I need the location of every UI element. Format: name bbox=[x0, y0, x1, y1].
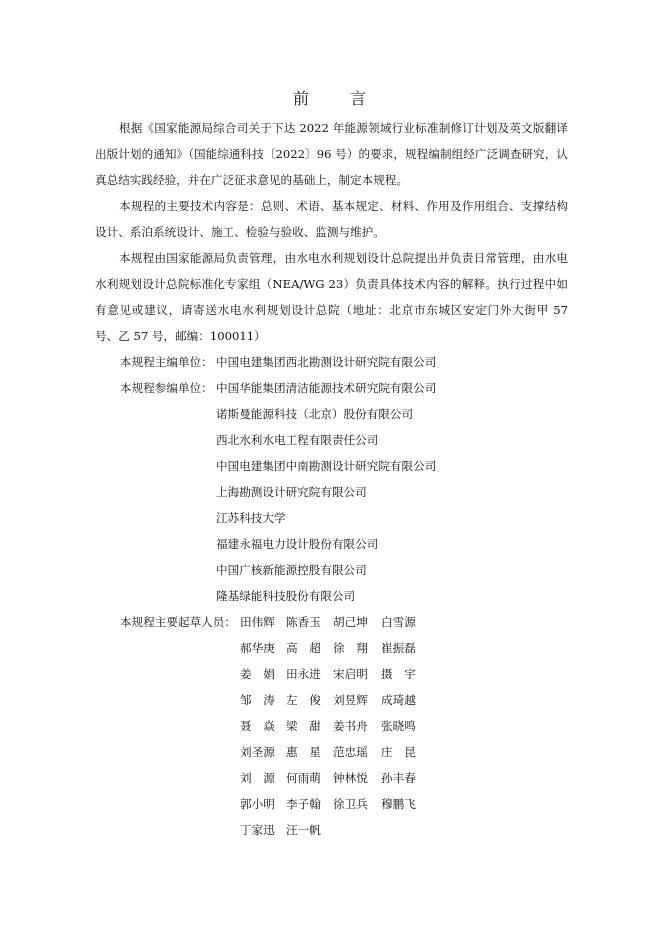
drafter-name: 孙丰春 bbox=[381, 771, 416, 785]
drafter-name: 崔振磊 bbox=[381, 641, 416, 655]
drafter-name: 白雪源 bbox=[381, 615, 416, 629]
drafter-name: 郭小明 bbox=[240, 797, 275, 811]
drafter-name: 钟林悦 bbox=[333, 771, 368, 785]
drafter-name: 梁 甜 bbox=[286, 719, 321, 733]
drafter-name: 姜 娟 bbox=[240, 667, 275, 681]
drafter-name: 汪一帆 bbox=[286, 823, 321, 837]
chief-unit-label: 本规程主编单位： bbox=[120, 355, 213, 369]
drafter-name: 陈香玉 bbox=[286, 615, 321, 629]
title-part-2: 言 bbox=[350, 89, 370, 108]
paragraph-management: 本规程由国家能源局负责管理，由水电水利规划设计总院提出并负责日常管理，由水电水利规划设计总院标准化专家组（NEA/WG 23）负责具体技术内容的解释。执行过程中如有意见或建议，请寄送水电水利规划设计总院（地址：北京市东城区安定门外大街甲 57 号、乙 57 号，邮编：100011） bbox=[95, 251, 568, 343]
drafter-name: 田永进 bbox=[286, 667, 321, 681]
paragraph-contents: 本规程的主要技术内容是：总则、术语、基本规定、材料、作用及作用组合、支撑结构设计、系泊系统设计、施工、检验与验收、监测与维护。 bbox=[95, 199, 568, 239]
drafter-name: 何雨萌 bbox=[286, 771, 321, 785]
drafter-name: 范忠瑶 bbox=[333, 745, 368, 759]
drafter-name: 聂 焱 bbox=[240, 719, 275, 733]
drafter-name: 成琦越 bbox=[381, 693, 416, 707]
drafter-name: 刘圣源 bbox=[240, 745, 275, 759]
drafter-name: 徐卫兵 bbox=[333, 797, 368, 811]
drafter-name: 丁家迅 bbox=[240, 823, 275, 837]
page-title bbox=[0, 86, 662, 109]
drafter-name: 邹 涛 bbox=[240, 693, 275, 707]
drafter-name: 穆鹏飞 bbox=[381, 797, 416, 811]
participating-units-label: 本规程参编单位： bbox=[120, 381, 213, 395]
drafter-name: 刘昱辉 bbox=[333, 693, 368, 707]
drafter-name: 刘 源 bbox=[240, 771, 275, 785]
chief-unit-name: 中国电建集团西北勘测设计研究院有限公司 bbox=[216, 355, 437, 369]
participating-unit: 诺斯曼能源科技（北京）股份有限公司 bbox=[216, 407, 414, 421]
participating-unit: 西北水利水电工程有限责任公司 bbox=[216, 433, 379, 447]
participating-unit: 中国电建集团中南勘测设计研究院有限公司 bbox=[216, 459, 437, 473]
participating-unit: 江苏科技大学 bbox=[216, 511, 286, 525]
drafter-name: 庄 昆 bbox=[381, 745, 416, 759]
drafter-name: 左 俊 bbox=[286, 693, 321, 707]
drafter-name: 胡己坤 bbox=[333, 615, 368, 629]
participating-unit: 隆基绿能科技股份有限公司 bbox=[216, 589, 356, 603]
title-part-1: 前 bbox=[292, 89, 312, 108]
participating-unit: 上海勘测设计研究院有限公司 bbox=[216, 485, 367, 499]
drafter-name: 宋启明 bbox=[333, 667, 368, 681]
participating-unit: 中国华能集团清洁能源技术研究院有限公司 bbox=[216, 381, 437, 395]
drafter-name: 李子翰 bbox=[286, 797, 321, 811]
drafters-label: 本规程主要起草人员： bbox=[120, 615, 236, 629]
drafter-name: 高 超 bbox=[286, 641, 321, 655]
drafter-name: 摄 宇 bbox=[381, 667, 416, 681]
drafter-name: 惠 星 bbox=[286, 745, 321, 759]
participating-unit: 中国广核新能源控股有限公司 bbox=[216, 563, 367, 577]
drafter-name: 姜书舟 bbox=[333, 719, 368, 733]
drafter-name: 徐 翔 bbox=[333, 641, 368, 655]
drafter-name: 张晓鸣 bbox=[381, 719, 416, 733]
participating-unit: 福建永福电力设计股份有限公司 bbox=[216, 537, 379, 551]
drafter-name: 田伟辉 bbox=[240, 615, 275, 629]
paragraph-basis: 根据《国家能源局综合司关于下达 2022 年能源领域行业标准制修订计划及英文版翻译出版计划的通知》（国能综通科技〔2022〕96 号）的要求，规程编制组经广泛调查研究，认真总结实践经验，并在广泛征求意见的基础上，制定本规程。 bbox=[95, 121, 568, 187]
drafter-name: 郝华庚 bbox=[240, 641, 275, 655]
